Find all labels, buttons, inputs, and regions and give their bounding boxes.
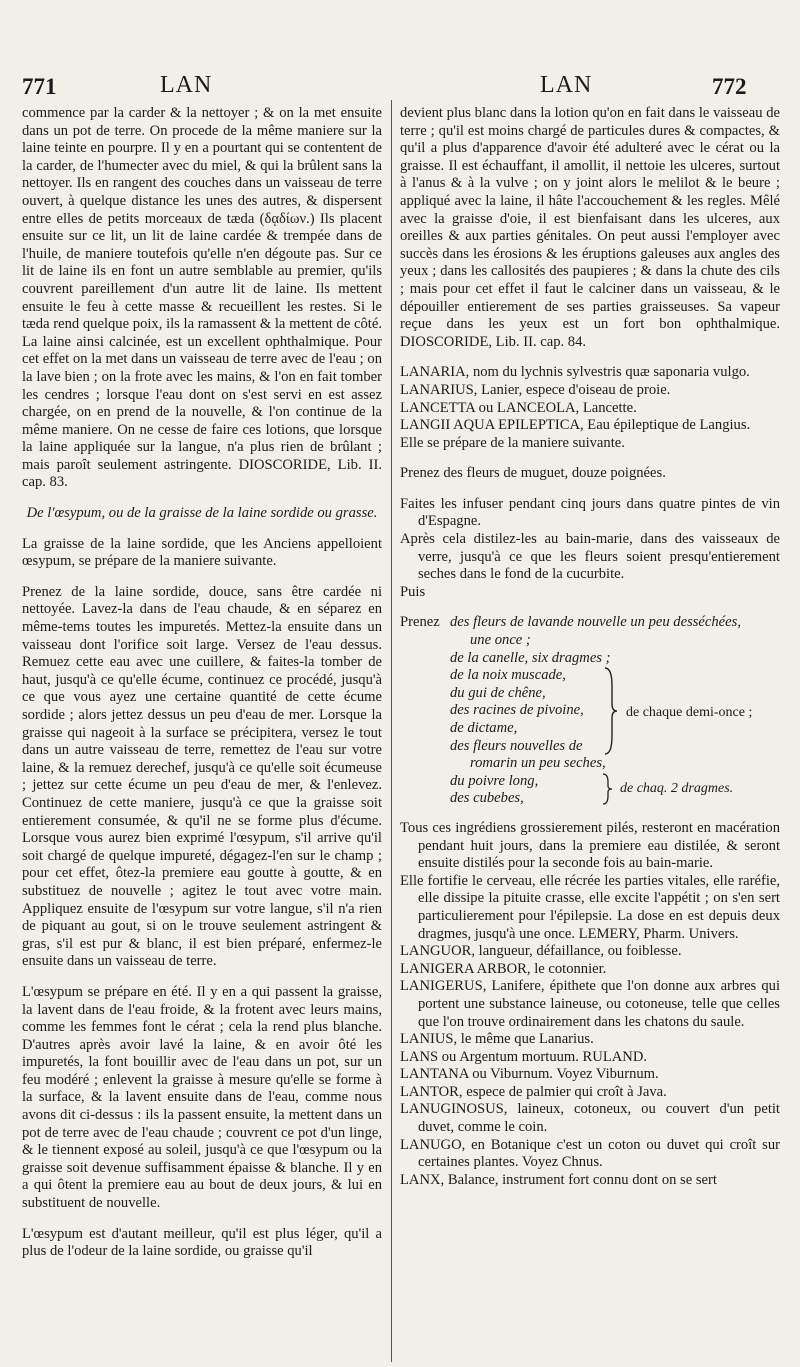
ingredient: de dictame, — [450, 720, 518, 736]
entry-list — [400, 943, 780, 1189]
running-head-right: LAN — [540, 72, 593, 98]
ingredient: de la noix muscade, — [450, 667, 566, 684]
ingredient: des racines de pivoine, — [450, 702, 584, 719]
paragraph: La graisse de la laine sordide, que les Anciens appelloient œsypum, se prépare de la maniere suivante. — [22, 535, 382, 570]
entry-lancetta: LANCETTA ou LANCEOLA, Lancette. — [400, 399, 637, 416]
dictionary-entry: LANS ou Argentum mortuum. RULAND. — [400, 1048, 648, 1065]
ingredient: de la canelle, six dragmes ; — [450, 649, 611, 666]
dictionary-entry: LANTANA ou Viburnum. Voyez Viburnum. — [400, 1066, 659, 1083]
right-column — [400, 105, 780, 1189]
dictionary-entry: LANGUOR, langueur, défaillance, ou foiblesse. — [400, 943, 682, 960]
ingredient: du poivre long, — [450, 772, 539, 789]
ingredient-list — [450, 614, 780, 808]
paragraph: L'œsypum se prépare en été. Il y en a qui passent la graisse, la lavent dans de l'eau froide, & la frotent avec leurs mains, comme les femmes font le cérat ; cela la rend plus blanche. D'autres après avoir lavé la laine, & en avoir ôté les impuretés, la font bouillir avec de l'eau dans un pot, sur un feu modéré ; enlevent la graisse à mesure qu'elle se forme à la surface, & la lavent ensuite dans de l'eau, comme nous avons dit ci-dessus : ils la passent ensuite, la mettent dans un pot de terre avec de l'eau chaude ; couvrent ce pot d'un linge, & le tiennent exposé au soleil, jusqu'à ce que l'œsypum ou la graisse soit devenue suffisamment épaisse & blanche. Il y en a qui ôtent la premiere eau au bout de deux jours, & lui en substituent de nouvelle. — [22, 983, 382, 1212]
entry-langii: LANGII AQUA EPILEPTICA, Eau épileptique de Langius. — [400, 417, 751, 434]
recipe-line: Prenez des fleurs de muguet, douze poignées. — [400, 465, 666, 482]
recipe-line: Après cela distilez-les au bain-marie, dans des vaisseaux de verre, jusqu'à ce que les fleurs soient presqu'entierement seches dans le fond de la cucurbite. — [400, 531, 780, 583]
dictionary-entry: LANTOR, espece de palmier qui croît à Java. — [400, 1083, 667, 1100]
dose-each-half-ounce: de chaque demi-once ; — [626, 705, 753, 721]
section-heading: De l'œsypum, ou de la graisse de la laine sordide ou grasse. — [26, 505, 378, 522]
entry-lanarius: LANARIUS, Lanier, espece d'oiseau de proie. — [400, 381, 671, 398]
column-divider — [391, 100, 392, 1362]
page-number-left: 771 — [22, 74, 57, 99]
ingredient: des fleurs de lavande nouvelle un peu desséchées, — [450, 614, 741, 631]
brace-icon — [602, 666, 618, 756]
recipe-line: Tous ces ingrédiens grossierement pilés, resteront en macération pendant huit jours, dans la premiere eau distilée, & seront ensuite distilés pour la seconde fois au bain-marie. — [400, 819, 780, 872]
recipe-line: Puis — [400, 583, 426, 600]
brace-icon — [600, 772, 614, 806]
paragraph: Prenez de la laine sordide, douce, sans être cardée ni nettoyée. Lavez-la dans de l'eau chaude, & en séparez en même-tems toutes les impuretés. Mettez-la ensuite dans un vaisseau dont l'orifice soit large. Versez de l'eau dessus. Remuez cette eau avec une cuillere, & faites-la tomber de haut, jusqu'à ce qu'elle écume, continuez ce procédé, jusqu'à ce que vous ayez une certaine quantité de cette écume sordide ; alors jettez dessus un peu d'eau de mer. Lorsque la graisse qui nageoit à la surface se précipitera, versez le tout dans un autre vaisseau de terre, remettez de l'eau sur votre laine, & la remuez derechef, jusqu'à ce qu'elle soit écumeuse ; jettez sur cette écume un peu d'eau de mer, & l'enlevez. Continuez de cette maniere, jusqu'à ce que la graisse soit entierement consumée, & qu'il ne se forme plus d'écume. Lorsque vous aurez bien exprimé l'œsypum, s'il arrive qu'il soit chargé de quelque impureté, dégagez-l'en sur le champ ; pour cet effet, ôtez-la premiere eau goutte à goutte, & en substituez de nouvelle ; agitez le tout avec votre main. Appliquez ensuite de l'œsypum sur votre langue, s'il n'a rien de piquant au gout, si on le trouve seulement astringent & gras, s'il est pur & blanc, il est bien préparé, enfermez-le ensuite dans un vaisseau de terre. — [22, 583, 382, 970]
recipe-line: Faites les infuser pendant cinq jours dans quatre pintes de vin d'Espagne. — [400, 495, 780, 530]
paragraph: L'œsypum est d'autant meilleur, qu'il est plus léger, qu'il a plus de l'odeur de la laine sordide, ou graisse qu'il — [22, 1225, 382, 1260]
recipe-line: Elle se prépare de la maniere suivante. — [400, 434, 625, 451]
dictionary-entry: LANX, Balance, instrument fort connu dont on se sert — [400, 1171, 717, 1188]
dictionary-entry: LANIUS, le même que Lanarius. — [400, 1031, 594, 1048]
dose-each-two-drams: de chaq. 2 dragmes. — [620, 781, 734, 797]
prenez-label: Prenez — [400, 614, 440, 631]
ingredient: romarin un peu seches, — [470, 755, 606, 772]
left-column — [22, 105, 382, 1274]
entry-lanaria: LANARIA, nom du lychnis sylvestris quæ saponaria vulgo. — [400, 364, 750, 381]
dictionary-entry: LANIGERUS, Lanifere, épithete que l'on donne aux arbres qui portent une substance laineuse, ou cotoneuse, telle que celles que l'on trouve ordinairement dans les chatons du saule. — [400, 978, 780, 1030]
ingredient: une once ; — [470, 632, 531, 649]
ingredient: des cubebes, — [450, 790, 524, 807]
page-number-right: 772 — [712, 74, 747, 99]
dictionary-entry: LANUGO, en Botanique c'est un coton ou duvet qui croît sur certaines plantes. Voyez Chnus. — [400, 1136, 780, 1171]
paragraph: devient plus blanc dans la lotion qu'on en fait dans le vaisseau de terre ; qu'il est moins chargé de particules dures & compactes, & qu'il a plus d'apparence d'avoir été adulteré avec le cérat ou la graisse. Il est échauffant, il amollit, il nettoie les ulceres, surtout à l'anus & à la vulve ; on y joint alors le melilot & le beure ; appliqué avec la laine, il hâte l'accouchement & les regles. Mêlé avec la graisse d'oie, il est bienfaisant dans les ulceres, aux oreilles & aux parties génitales. On peut aussi l'employer avec succès dans les érosions & les éruptions galeuses aux angles des yeux ; dans les callosités des paupieres ; & dans la chute des cils ; mais pour cet effet il faut le calciner dans un vaisseau, & le dépouiller entierement de ses parties graisseuses. Sa vapeur reçue dans les yeux est un fort bon ophthalmique. DIOSCORIDE, Lib. II. cap. 84. — [400, 105, 780, 350]
ingredient: du gui de chêne, — [450, 684, 546, 701]
running-head-left: LAN — [160, 72, 213, 98]
dictionary-entry: LANUGINOSUS, laineux, cotoneux, ou couvert d'un petit duvet, comme le coin. — [400, 1101, 780, 1136]
ingredient: des fleurs nouvelles de — [450, 737, 583, 754]
dictionary-entry: LANIGERA ARBOR, le cotonnier. — [400, 960, 607, 977]
paragraph: commence par la carder & la nettoyer ; & on la met ensuite dans un pot de terre. On procede de la même maniere sur la laine teinte en pourpre. Il y en a pourtant qui se contentent de la carder, de l'humecter avec du miel, & qui la brûlent sans la nettoyer. Ils en rangent des couches dans un vaisseau de terre ouvert, à quelque distance les unes des autres, & dispersent entre elles de petits morceaux de tæda (δᾳδίων.) Ils placent ensuite sur ce lit, un lit de laine cardée & trempée dans de l'huile, de maniere toutefois qu'elle n'en dégoute pas. Sur ce lit de laine ils en font un autre semblable au premier, qu'ils couvrent pareillement d'un autre lit de laine. Ils mettent ensuite le feu à cette masse & recueillent les restes. Si le tæda rend quelque poix, ils la ramassent & la mettent de côté. La laine ainsi calcinée, est un excellent ophthalmique. Pour cet effet on la met dans un vaisseau de terre avec de l'eau ; on la lave bien ; on la frote avec les mains, & l'on en fait tomber les cendres ; lorsque l'eau dont on s'est servi en est assez chargée, on en prend de la nouvelle, & l'on continue de la même maniere. On ne cesse de faire ces lotions, que lorsque la laine appliquée sur la langue, n'a plus rien de brûlant ; mais paroît seulement astringente. DIOSCORIDE, Lib. II. cap. 83. — [22, 105, 382, 491]
recipe-line: Elle fortifie le cerveau, elle récrée les parties vitales, elle raréfie, elle dissipe la pituite crasse, elle excite l'appétit ; on s'en sert particulierement pour l'épilepsie. La dose en est depuis deux dragmes, jusqu'à une once. LEMERY, Pharm. Univers. — [400, 872, 780, 942]
